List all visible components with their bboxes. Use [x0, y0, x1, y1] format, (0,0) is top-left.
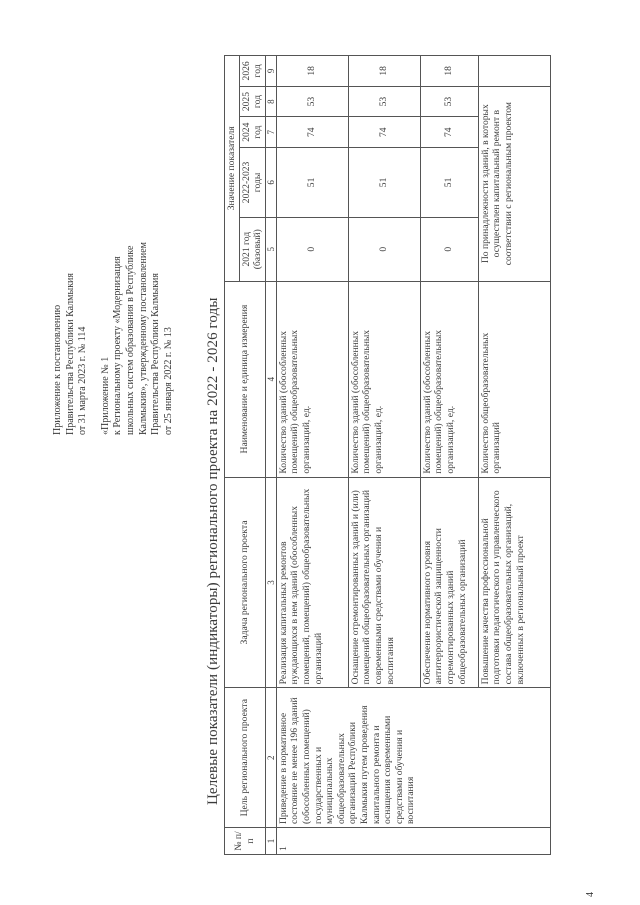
value-2025: 53 — [420, 86, 478, 117]
header-num: № п/п — [225, 828, 266, 855]
header-task: Задача регионального проекта — [225, 477, 266, 688]
task-cell: Реализация капитальных ремонтов нуждающихся в нем зданий (обособленных помещений, помещений) общеобразовательных организаций — [276, 477, 348, 688]
row-number: 1 — [276, 828, 550, 855]
column-number: 7 — [265, 117, 276, 148]
column-number: 2 — [265, 688, 276, 828]
value-2025: 53 — [276, 86, 348, 117]
reference-line-6: от 25 января 2022 г. № 13 — [162, 327, 174, 435]
value-2026 — [478, 56, 550, 87]
reference-line-2: к Региональному проекту «Модернизация — [112, 256, 124, 435]
page-number: 4 — [585, 892, 596, 897]
indicator-cell: Количество общеобразовательных организаций — [478, 281, 550, 477]
column-number: 3 — [265, 477, 276, 688]
header-values-group: Значение показателя — [225, 56, 240, 282]
indicator-cell: Количество зданий (обособленных помещений) общеобразовательных организаций, ед. — [276, 281, 348, 477]
value-2026: 18 — [420, 56, 478, 87]
indicator-cell: Количество зданий (обособленных помещений) общеобразовательных организаций, ед. — [348, 281, 420, 477]
reference-line-1: «Приложение № 1 — [99, 356, 111, 435]
value-2025: 53 — [348, 86, 420, 117]
appendix-line-3: от 31 марта 2023 г. № 114 — [77, 326, 89, 435]
page-title: Целевые показатели (индикаторы) регионального проекта на 2022 - 2026 годы — [205, 297, 221, 805]
header-year-2021: 2021 год (базовый) — [239, 217, 265, 281]
value-2021: 0 — [348, 217, 420, 281]
appendix-line-1: Приложение к постановлению — [52, 304, 63, 435]
value-2024: 74 — [276, 117, 348, 148]
column-number: 5 — [265, 217, 276, 281]
reference-line-4: Калмыкия», утвержденному постановлением — [137, 242, 149, 435]
indicator-cell: Количество зданий (обособленных помещений) общеобразовательных организаций, ед. — [420, 281, 478, 477]
header-row — [225, 56, 240, 855]
header-year-2026: 2026 год — [239, 56, 265, 87]
value-2022-2023: 51 — [276, 148, 348, 218]
value-2022-2023: 51 — [420, 148, 478, 218]
column-number: 1 — [265, 828, 276, 855]
reference-line-3: школьных систем образования в Республике — [124, 245, 136, 435]
indicators-table — [224, 55, 551, 855]
header-goal: Цель регионального проекта — [225, 688, 266, 828]
value-2026: 18 — [276, 56, 348, 87]
value-2024: 74 — [420, 117, 478, 148]
goal-cell: Приведение в нормативное состояние не менее 196 зданий (обособленных помещений) государственных и муниципальных общеобразовательных организаций Республики Калмыкия путем проведения капитального ремонта и оснащения современными средствами обучения и воспитания — [276, 688, 550, 828]
approval-header — [52, 95, 175, 435]
header-gap — [90, 95, 100, 435]
column-number: 8 — [265, 86, 276, 117]
reference-line-5: Правительства Республики Калмыкия — [150, 272, 162, 435]
values-note: По принадлежности зданий, в которых осуществлен капитальный ремонт в соответствии с региональным проектом — [478, 86, 550, 281]
task-cell: Оснащение отремонтированных зданий и (или) помещений общеобразовательных организаций современными средствами обучения и воспитания — [348, 477, 420, 688]
column-number: 6 — [265, 148, 276, 218]
column-number: 9 — [265, 56, 276, 87]
value-2024: 74 — [348, 117, 420, 148]
value-2021: 0 — [276, 217, 348, 281]
column-number: 4 — [265, 281, 276, 477]
table-row — [276, 56, 348, 855]
value-2021: 0 — [420, 217, 478, 281]
header-year-2025: 2025 год — [239, 86, 265, 117]
task-cell: Повышение качества профессиональной подготовки педагогического и управленческого состава общеобразовательных организаций, включенных в региональный проект — [478, 477, 550, 688]
header-name-unit: Наименование и единица измерения — [225, 281, 266, 477]
task-cell: Обеспечение нормативного уровня антитеррористической защищенности отремонтированных зданий общеобразовательных организаций — [420, 477, 478, 688]
header-year-2024: 2024 год — [239, 117, 265, 148]
header-year-2022-2023: 2022-2023 годы — [239, 148, 265, 218]
appendix-line-2: Правительства Республики Калмыкия — [64, 272, 76, 435]
column-numbers-row — [265, 56, 276, 855]
value-2022-2023: 51 — [348, 148, 420, 218]
value-2026: 18 — [348, 56, 420, 87]
